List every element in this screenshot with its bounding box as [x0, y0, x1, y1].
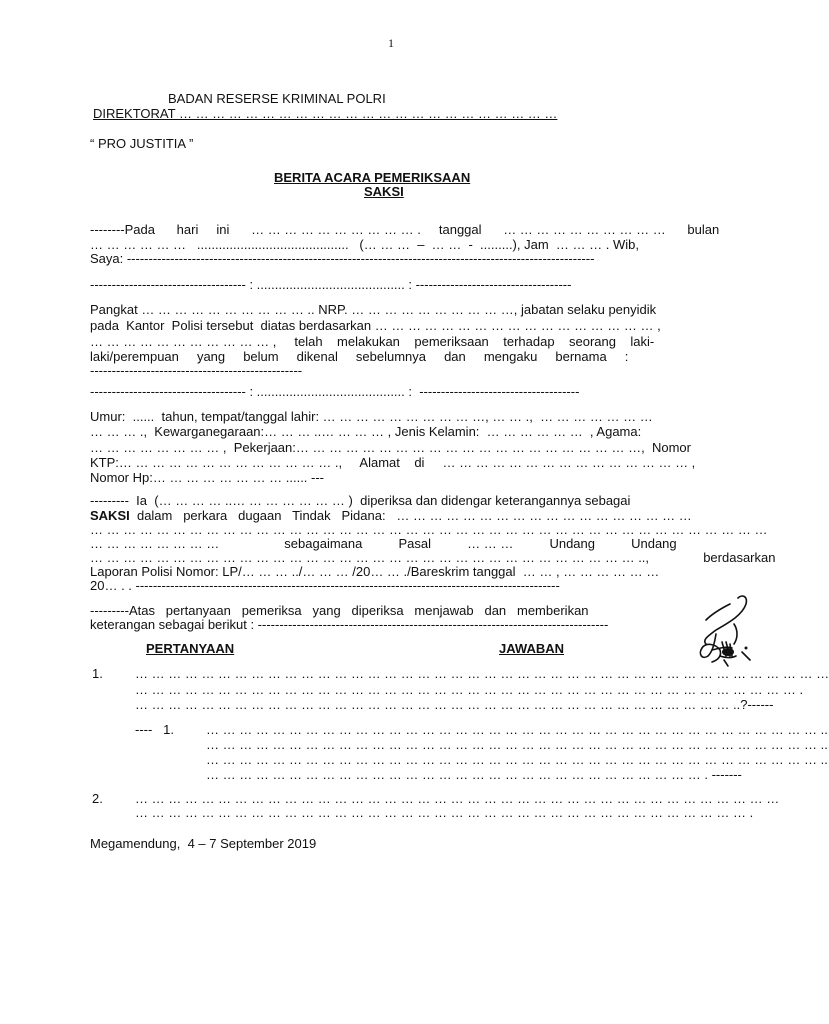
document-subtitle: SAKSI [364, 184, 404, 199]
identity-line-2: … … … ., Kewarganegaraan:… … … ..… … … … , Jenis Kelamin: … … … … … … , Agama: [90, 424, 642, 439]
separator-line-1: ------------------------------------ : ......................................... : ------------------------------------ [90, 277, 572, 292]
answer-1-line-1: … … … … … … … … … … … … … … … … … … … … … … … … … … … … … … … … … … … … … .. [206, 722, 828, 737]
question-1-line-3: … … … … … … … … … … … … … … … … … … … … … … … … … … … … … … … … … … … … ..?------ [135, 697, 774, 712]
question-2-line-1: … … … … … … … … … … … … … … … … … … … … … … … … … … … … … … … … … … … … … … … [135, 791, 780, 806]
page-number: 1 [388, 36, 394, 50]
exam-line-5: … … … … … … … … … … … … … … … … … … … … … … … … … … … … … … … … … .., berdasarkan [90, 550, 776, 565]
question-1-line-1: … … … … … … … … … … … … … … … … … … … … … … … … … … … … … … … … … … … … … … … … … … [135, 666, 829, 681]
identity-line-4: KTP:… … … … … … … … … … … … … ., Alamat di … … … … … … … … … … … … … … … , [90, 455, 696, 470]
answer-1-prefix: ---- 1. [135, 722, 174, 737]
agency-name: BADAN RESERSE KRIMINAL POLRI [168, 91, 386, 106]
intro-line-1: --------Pada hari ini … … … … … … … … … … . tanggal … … … … … … … … … … bulan [90, 222, 720, 237]
signature-icon [672, 590, 764, 700]
question-1-line-2: … … … … … … … … … … … … … … … … … … … … … … … … … … … … … … … … … … … … … … … … . [135, 682, 804, 697]
intro-line-2: … … … … … … .......................................... (… … … – … … - .........), Jam … … … . Wib, [90, 237, 639, 252]
officer-line-5: ------------------------------------------------- [90, 363, 303, 378]
exam-line-7: 20… . . -------------------------------------------------------------------------------------------------- [90, 578, 560, 593]
identity-line-3: … … … … … … … … , Pekerjaan:… … … … … … … … … … … … … … … … … … … … …, Nomor [90, 440, 691, 455]
exam-line-6: Laporan Polisi Nomor: LP/… … … ../… … … /20… … ./Bareskrim tanggal … … , … … … … … … [90, 564, 660, 579]
identity-line-5: Nomor Hp:… … … … … … … … ...... --- [90, 470, 325, 485]
exam-line-2 [90, 508, 692, 523]
exam-line-1: --------- Ia (… … … … ..… … … … … … … ) diperiksa dan didengar keterangannya sebagai [90, 493, 631, 508]
answer-1-line-3: … … … … … … … … … … … … … … … … … … … … … … … … … … … … … … … … … … … … … .. [206, 752, 828, 767]
answer-header: JAWABAN [499, 641, 565, 656]
officer-line-2: pada Kantor Polisi tersebut diatas berdasarkan … … … … … … … … … … … … … … … … … , [90, 318, 661, 333]
identity-line-1: Umur: ...... tahun, tempat/tanggal lahir: … … … … … … … … … …, … … ., … … … … … … … [90, 409, 653, 424]
pro-justitia: “ PRO JUSTITIA ” [90, 136, 194, 151]
exam-line-4: … … … … … … … … sebagaimana Pasal … … … Undang Undang [90, 536, 677, 551]
answering-line-1: ---------Atas pertanyaan pemeriksa yang diperiksa menjawab dan memberikan [90, 603, 589, 618]
officer-line-3: … … … … … … … … … … … , telah melakukan pemeriksaan terhadap seorang laki- [90, 334, 655, 349]
question-1-number: 1. [92, 666, 103, 681]
officer-line-1: Pangkat … … … … … … … … … … .. NRP. … … … … … … … … … …, jabatan selaku penyidik [90, 302, 657, 317]
directorate-line: DIREKTORAT … … … … … … … … … … … … … … … … … … … … … … … [93, 106, 558, 121]
answering-line-2: keterangan sebagai berikut : --------------------------------------------------------------------------------- [90, 617, 609, 632]
officer-line-4: laki/perempuan yang belum dikenal sebelumnya dan mengaku bernama : [90, 349, 629, 364]
place-date: Megamendung, 4 – 7 September 2019 [90, 836, 317, 851]
intro-line-3: Saya: ------------------------------------------------------------------------------------------------------------ [90, 251, 595, 266]
question-2-line-2: … … … … … … … … … … … … … … … … … … … … … … … … … … … … … … … … … … … … … . [135, 805, 754, 820]
answer-1-line-4: … … … … … … … … … … … … … … … … … … … … … … … … … … … … … … . ------- [206, 767, 742, 782]
exam-line-2-rest: dalam perkara dugaan Tindak Pidana: … … … … … … … … … … … … … … … … … … [129, 508, 692, 523]
document-title: BERITA ACARA PEMERIKSAAN [274, 170, 471, 185]
exam-line-3: … … … … … … … … … … … … … … … … … … … … … … … … … … … … … … … … … … … … … … … … … [90, 522, 768, 537]
answer-1-line-2: … … … … … … … … … … … … … … … … … … … … … … … … … … … … … … … … … … … … … .. [206, 737, 828, 752]
saksi-label: SAKSI [90, 508, 130, 523]
question-2-number: 2. [92, 791, 103, 806]
separator-line-2: ------------------------------------ : ......................................... : ------------------------------------- [90, 384, 580, 399]
question-header: PERTANYAAN [146, 641, 235, 656]
